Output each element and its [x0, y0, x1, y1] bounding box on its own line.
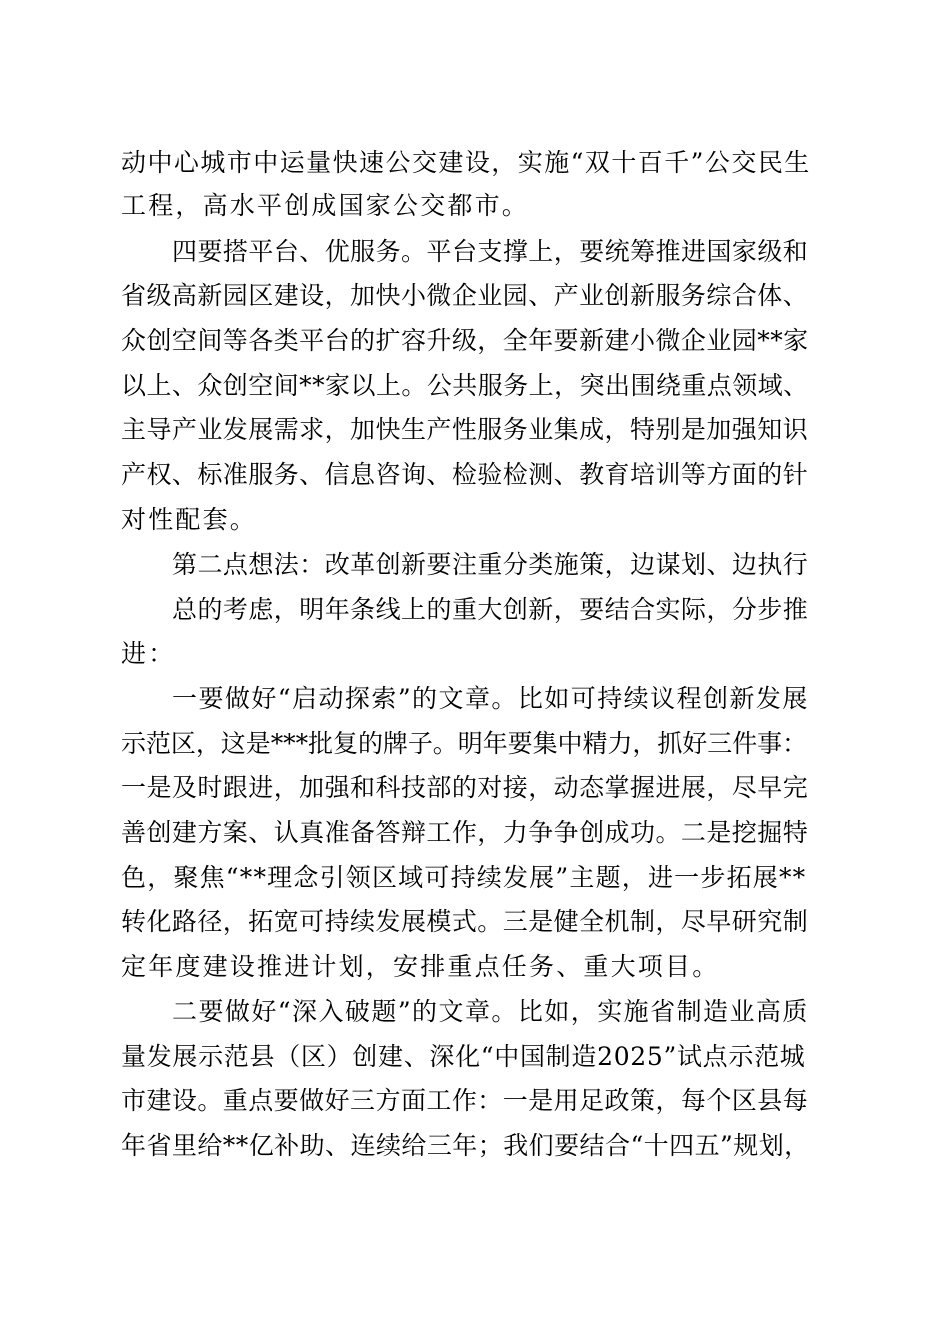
- text-line: 以上、众创空间**家以上。公共服务上，突出围绕重点领域、: [121, 371, 809, 400]
- text-line: 一是及时跟进，加强和科技部的对接，动态掌握进展，尽早完: [121, 773, 809, 802]
- text-line: 产权、标准服务、信息咨询、检验检测、教育培训等方面的针: [121, 460, 809, 489]
- paragraph-start-line: 一要做好“启动探索”的文章。比如可持续议程创新发展: [172, 684, 809, 713]
- paragraph-start-line: 四要搭平台、优服务。平台支撑上，要统筹推进国家级和: [172, 237, 809, 266]
- text-line: 量发展示范县（区）创建、深化“中国制造2025”试点示范城: [121, 1042, 806, 1071]
- text-line: 色，聚焦“**理念引领区域可持续发展”主题，进一步拓展**: [121, 863, 807, 892]
- text-line: 进：: [121, 639, 176, 668]
- text-line: 主导产业发展需求，加快生产性服务业集成，特别是加强知识: [121, 415, 809, 444]
- text-line: 市建设。重点要做好三方面工作：一是用足政策，每个区县每: [121, 1086, 809, 1115]
- text-line: 转化路径，拓宽可持续发展模式。三是健全机制，尽早研究制: [121, 907, 809, 936]
- text-line: 对性配套。: [121, 505, 258, 534]
- text-line: 工程，高水平创成国家公交都市。: [121, 191, 530, 220]
- paragraph-start-line: 总的考虑，明年条线上的重大创新，要结合实际，分步推: [172, 595, 809, 624]
- paragraph-start-line: 二要做好“深入破题”的文章。比如，实施省制造业高质: [172, 997, 809, 1026]
- text-line: 众创空间等各类平台的扩容升级，全年要新建小微企业园**家: [121, 326, 809, 355]
- text-line: 动中心城市中运量快速公交建设，实施“双十百千”公交民生: [121, 148, 811, 177]
- text-line: 示范区，这是***批复的牌子。明年要集中精力，抓好三件事：: [121, 729, 808, 758]
- text-line: 年省里给**亿补助、连续给三年；我们要结合“十四五”规划，: [121, 1131, 810, 1160]
- text-line: 定年度建设推进计划，安排重点任务、重大项目。: [121, 952, 720, 981]
- text-line: 善创建方案、认真准备答辩工作，力争争创成功。二是挖掘特: [121, 818, 809, 847]
- section-heading-line: 第二点想法：改革创新要注重分类施策，边谋划、边执行: [172, 550, 809, 579]
- text-line: 省级高新园区建设，加快小微企业园、产业创新服务综合体、: [121, 281, 809, 310]
